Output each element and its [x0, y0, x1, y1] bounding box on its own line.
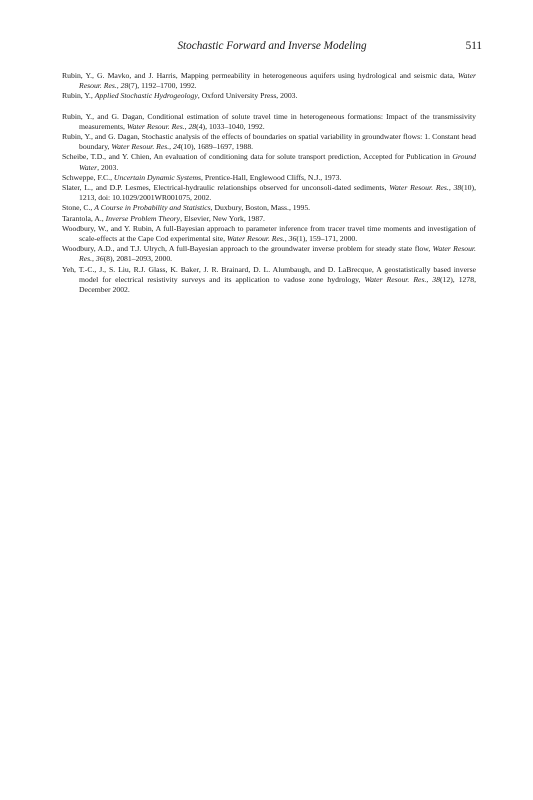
reference-text: Rubin, Y., and G. Dagan, Stochastic analysis of the effects of boundaries on spatial variability in groundwater flows: 1. Constant head boundary,	[62, 132, 476, 152]
reference-text: (7), 1192–1700, 1992.	[128, 81, 197, 91]
reference-text: Rubin, Y., G. Mavko, and J. Harris, Mapping permeability in heterogeneous aquifers using hydrological and seismic data,	[62, 71, 458, 80]
reference-text: Tarantola, A.,	[62, 213, 106, 223]
reference-list	[62, 71, 476, 295]
reference-italic-text: Uncertain Dynamic Systems	[113, 172, 202, 182]
reference-italic-text: Applied Stochastic Hydrogeology	[94, 91, 198, 101]
running-title: Stochastic Forward and Inverse Modeling	[177, 40, 367, 52]
reference-italic-text: Ground Water	[79, 152, 476, 172]
reference-text: Woodbury, W., and Y. Rubin, A full-Bayesian approach to parameter inference from tracer travel time moments and investigation of scale-effects at the Cape Cod experimental site,	[62, 223, 476, 244]
reference-italic-text: Water Resour. Res., 24	[111, 142, 181, 152]
reference-entry	[62, 244, 476, 264]
reference-text: , Oxford University Press, 2003.	[197, 91, 298, 101]
reference-italic-text: A Course in Probability and Statistics	[94, 203, 211, 213]
reference-entry	[62, 112, 476, 132]
reference-text: (8), 2081–2093, 2000.	[103, 254, 173, 264]
reference-text: Yeh, T.-C., J., S. Liu, R.J. Glass, K. Baker, J. R. Brainard, D. L. Alumbaugh, and D. LaBrecque, A geostatistically based inverse model for electrical resistivity surveys and its application to vadose zone hydrology,	[62, 264, 476, 284]
reference-text: (4), 1033–1040, 1992.	[196, 121, 265, 131]
reference-italic-text: Water Resour. Res., 38	[364, 274, 440, 284]
reference-entry	[62, 224, 476, 244]
reference-italic-text: Water Resour. Res., 36	[227, 234, 297, 244]
reference-text: Stone, C.,	[62, 203, 95, 213]
page-number: 511	[465, 40, 482, 52]
reference-entry	[62, 152, 476, 172]
reference-text: (10), 1213, doi: 10.1029/2001WR001075, 2002.	[79, 183, 477, 203]
reference-text: , Prentice-Hall, Englewood Cliffs, N.J., 1973.	[201, 172, 342, 182]
reference-entry	[62, 203, 476, 213]
running-header	[62, 40, 482, 54]
reference-text: , 2003.	[97, 162, 119, 172]
reference-entry	[62, 91, 476, 101]
reference-entry	[62, 265, 476, 296]
reference-entry	[62, 132, 476, 152]
reference-text: Slater, L., and D.P. Lesmes, Electrical-hydraulic relationships observed for unconsoli-dated sediments,	[62, 183, 390, 193]
reference-entry	[62, 71, 476, 91]
reference-text: (1), 159–171, 2000.	[296, 234, 358, 244]
reference-text: , Elsevier, New York, 1987.	[180, 213, 265, 223]
reference-text: Woodbury, A.D., and T.J. Ulrych, A full-Bayesian approach to the groundwater inverse problem for steady state flow,	[62, 244, 433, 254]
reference-text: Rubin, Y.,	[62, 91, 95, 101]
reference-entry	[62, 183, 476, 203]
reference-italic-text: Water Resour. Res., 36	[79, 244, 476, 264]
reference-text: Rubin, Y., and G. Dagan, Conditional estimation of solute travel time in heterogeneous formations: Impact of the transmissivity measurements,	[62, 111, 476, 131]
reference-italic-text: Water Resour. Res., 28	[79, 71, 476, 91]
reference-text: (10), 1689–1697, 1988.	[180, 142, 254, 152]
reference-entry	[62, 214, 476, 224]
reference-text: Schweppe, F.C.,	[62, 172, 114, 182]
reference-text: Scheibe, T.D., and Y. Chien, An evaluation of conditioning data for solute transport prediction, Accepted for Publication in	[62, 152, 453, 162]
reference-italic-text: Water Resour. Res., 38	[389, 183, 462, 193]
reference-italic-text: Inverse Problem Theory	[105, 213, 181, 223]
reference-entry	[62, 173, 476, 183]
reference-italic-text: Water Resour. Res., 28	[126, 121, 197, 131]
reference-text: (12), 1278, December 2002.	[79, 274, 477, 295]
reference-text: , Duxbury, Boston, Mass., 1995.	[210, 203, 311, 213]
